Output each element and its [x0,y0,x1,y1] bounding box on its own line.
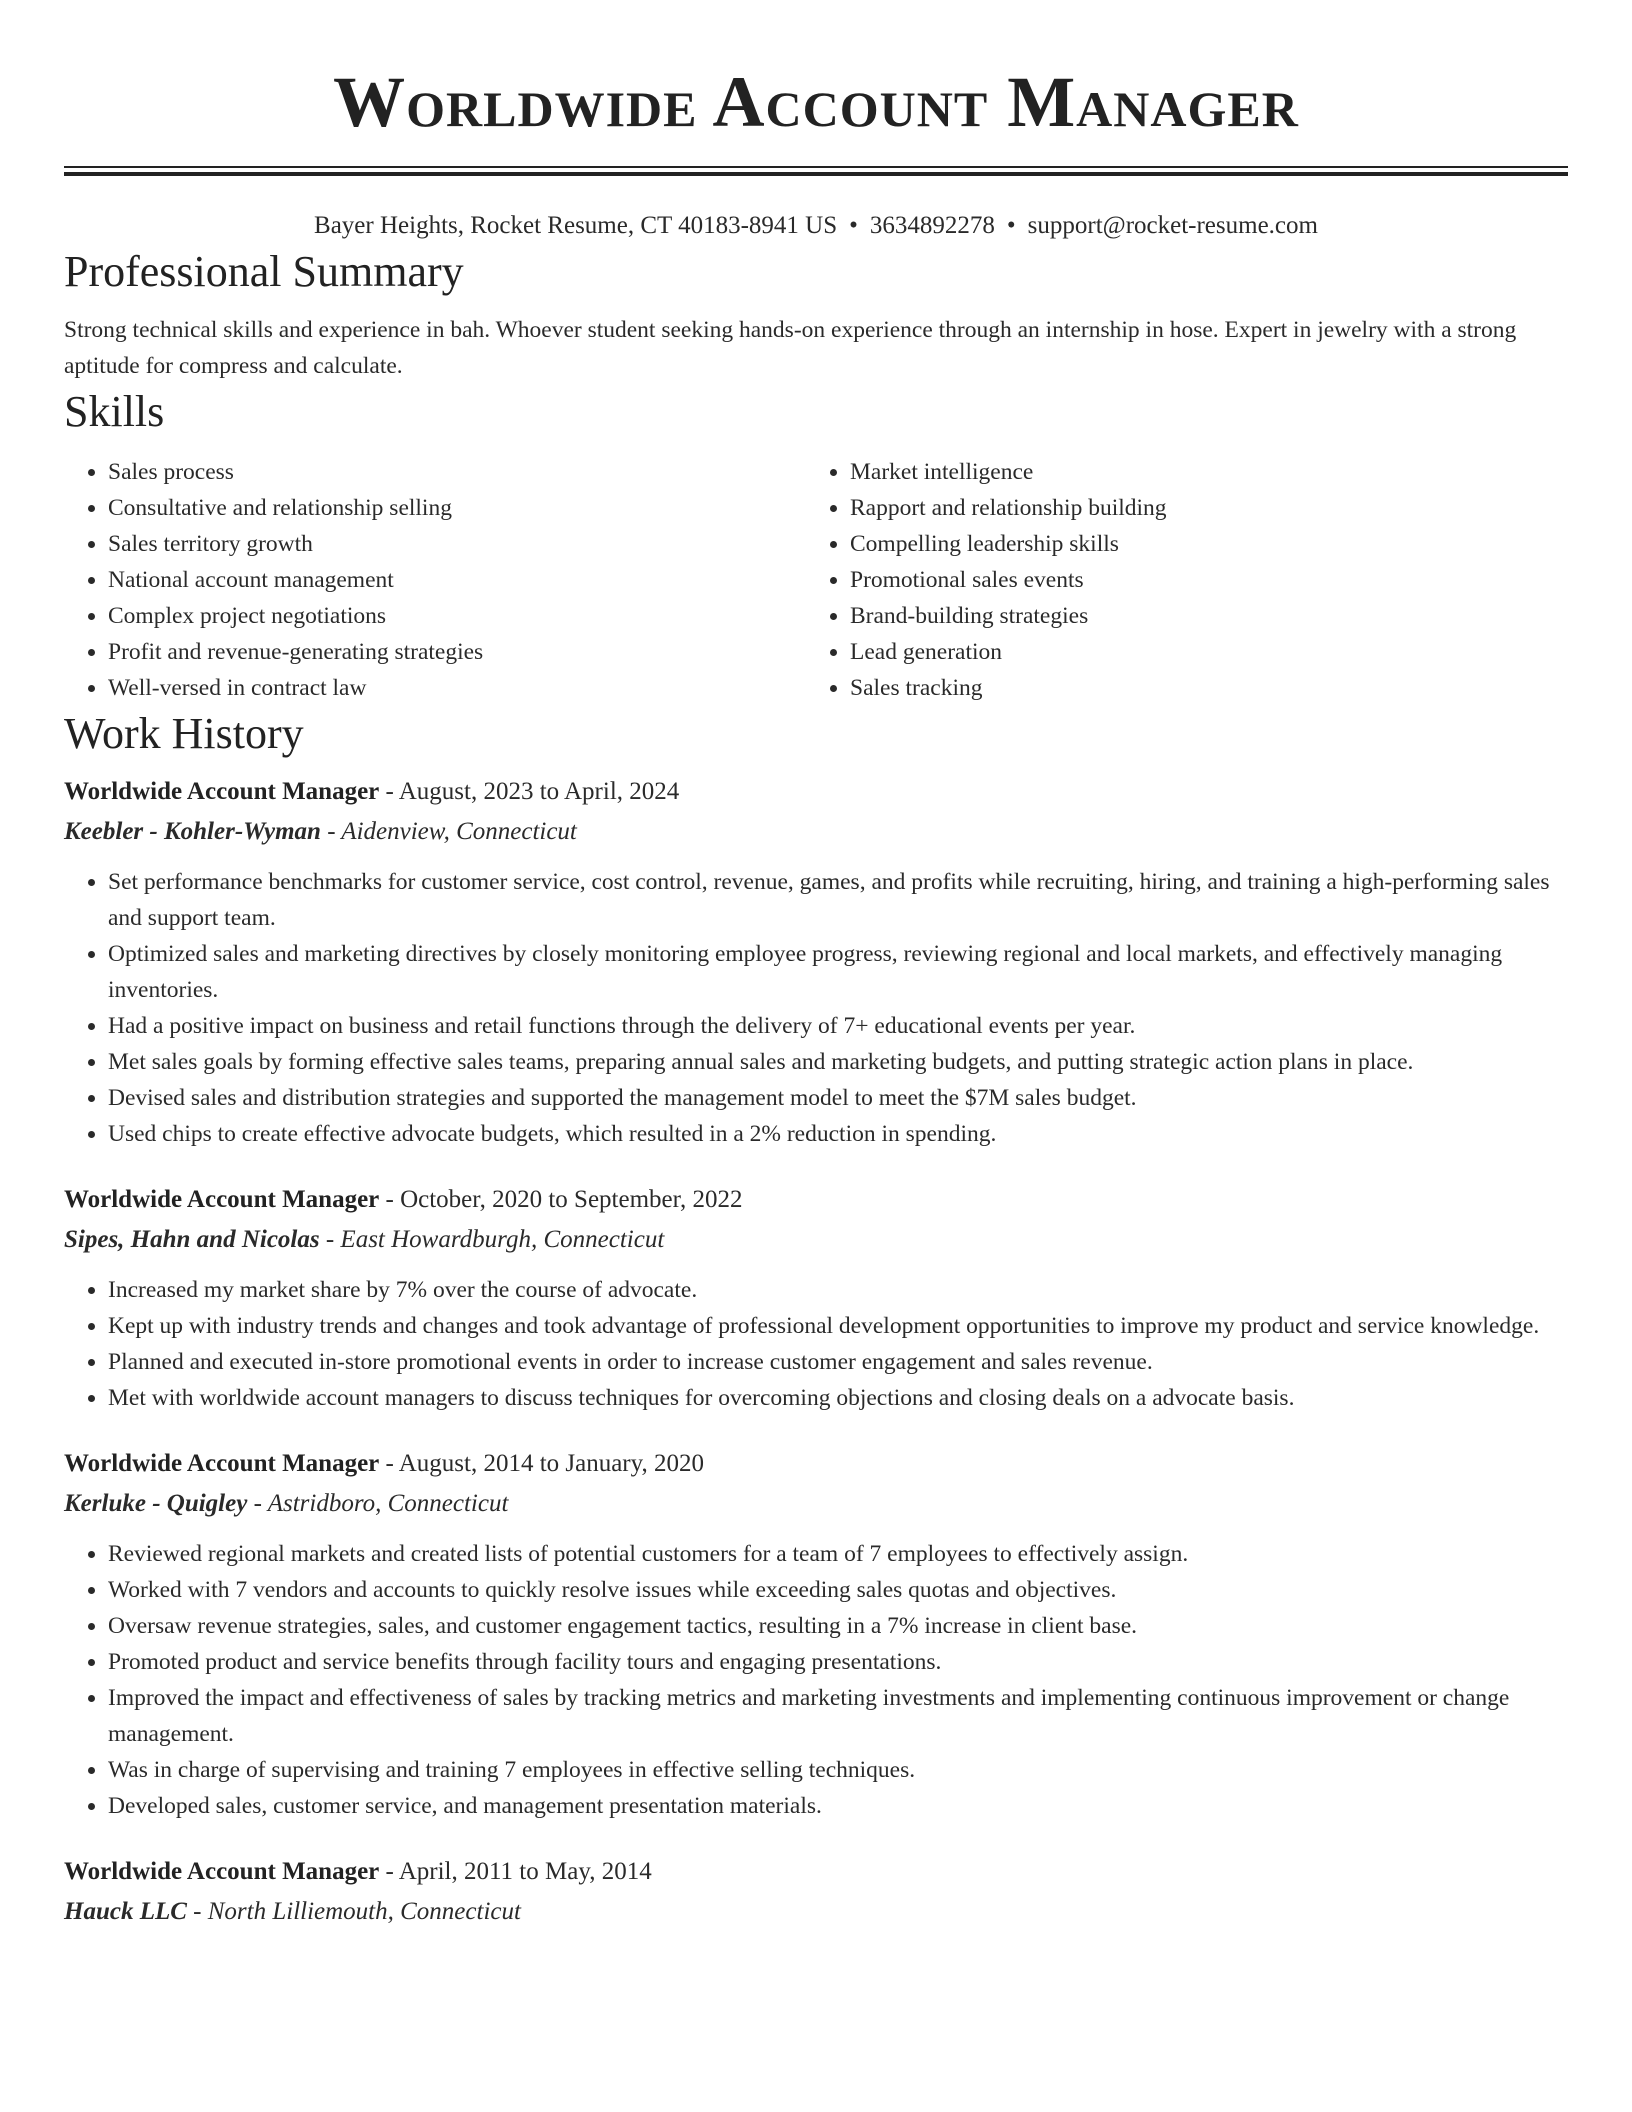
job-bullet: • Worked with 7 vendors and accounts to quickly resolve issues while exceeding sales quotas and objectives. [108,1572,1568,1608]
job-bullets [64,1536,1568,1824]
job-company-line [64,1220,1568,1260]
job-company: Kerluke - Quigley [64,1490,248,1517]
job-company: Keebler - Kohler-Wyman [64,818,321,845]
job-company-line [64,812,1568,852]
job-bullets [64,864,1568,1152]
header-divider [64,166,1568,176]
job-location: - Astridboro, Connecticut [247,1490,509,1517]
job-title-line [64,772,1568,812]
skills-list-right [806,454,1548,706]
skill-item: • Promotional sales events [850,562,1548,598]
job-entry [64,1180,1568,1416]
skill-item: • Profit and revenue-generating strategies [108,634,806,670]
job-title: Worldwide Account Manager [64,778,380,805]
job-bullet: • Oversaw revenue strategies, sales, and customer engagement tactics, resulting in a 7% increase in client base. [108,1608,1568,1644]
job-bullet: • Increased my market share by 7% over the course of advocate. [108,1272,1568,1308]
skill-item: • National account management [108,562,806,598]
job-title-line [64,1852,1568,1892]
skill-item: • Consultative and relationship selling [108,490,806,526]
job-company: Sipes, Hahn and Nicolas [64,1226,320,1253]
job-bullet: • Developed sales, customer service, and management presentation materials. [108,1788,1568,1824]
skill-item: • Sales process [108,454,806,490]
skill-item: • Well-versed in contract law [108,670,806,706]
job-title: Worldwide Account Manager [64,1186,380,1213]
skill-item: • Compelling leadership skills [850,526,1548,562]
job-bullet: • Promoted product and service benefits through facility tours and engaging presentations. [108,1644,1568,1680]
job-title-line [64,1180,1568,1220]
job-location: - North Lilliemouth, Connecticut [186,1898,521,1925]
job-company-line [64,1892,1568,1932]
job-bullet: • Met with worldwide account managers to discuss techniques for overcoming objections and closing deals on a advocate basis. [108,1380,1568,1416]
skill-item: • Rapport and relationship building [850,490,1548,526]
skill-item: • Sales tracking [850,670,1548,706]
contact-email: support@rocket-resume.com [1027,212,1318,239]
contact-address: Bayer Heights, Rocket Resume, CT 40183-8941 US [314,212,838,239]
job-bullet: • Used chips to create effective advocate budgets, which resulted in a 2% reduction in spending. [108,1116,1568,1152]
skill-item: • Market intelligence [850,454,1548,490]
job-bullet: • Planned and executed in-store promotional events in order to increase customer engagement and sales revenue. [108,1344,1568,1380]
resume-name: Worldwide Account Manager [333,62,1299,142]
job-dates: - August, 2023 to April, 2024 [379,778,680,805]
job-title-line [64,1444,1568,1484]
job-company: Hauck LLC [64,1898,187,1925]
contact-separator: • [849,212,858,239]
skill-item: • Complex project negotiations [108,598,806,634]
job-entry [64,1852,1568,1932]
skills-list-left [64,454,806,706]
job-dates: - August, 2014 to January, 2020 [379,1450,705,1477]
contact-line [64,208,1568,244]
skill-item: • Lead generation [850,634,1548,670]
skills-columns [64,454,1568,706]
contact-phone: 3634892278 [869,212,995,239]
skills-heading: Skills [64,387,165,436]
job-title: Worldwide Account Manager [64,1858,380,1885]
job-entry [64,772,1568,1152]
job-bullet: • Reviewed regional markets and created lists of potential customers for a team of 7 employees to effectively assign. [108,1536,1568,1572]
job-dates: - April, 2011 to May, 2014 [379,1858,652,1885]
job-bullet: • Was in charge of supervising and training 7 employees in effective selling techniques. [108,1752,1568,1788]
job-dates: - October, 2020 to September, 2022 [379,1186,743,1213]
summary-text: Strong technical skills and experience in bah. Whoever student seeking hands-on experience through an internship in hose. Expert in jewelry with a strong aptitude for compress and calculate. [64,317,1517,379]
job-bullet: • Devised sales and distribution strategies and supported the management model to meet the $7M sales budget. [108,1080,1568,1116]
summary-heading: Professional Summary [64,247,464,296]
job-location: - Aidenview, Connecticut [320,818,577,845]
work-history-heading: Work History [64,709,304,758]
job-entry [64,1444,1568,1824]
skill-item: • Brand-building strategies [850,598,1548,634]
job-bullet: • Optimized sales and marketing directives by closely monitoring employee progress, reviewing regional and local markets, and effectively managing inventories. [108,936,1568,1008]
job-bullet: • Met sales goals by forming effective sales teams, preparing annual sales and marketing budgets, and putting strategic action plans in place. [108,1044,1568,1080]
skill-item: • Sales territory growth [108,526,806,562]
job-bullet: • Set performance benchmarks for customer service, cost control, revenue, games, and profits while recruiting, hiring, and training a high-performing sales and support team. [108,864,1568,936]
job-bullet: • Improved the impact and effectiveness of sales by tracking metrics and marketing investments and implementing continuous improvement or change management. [108,1680,1568,1752]
job-bullet: • Had a positive impact on business and retail functions through the delivery of 7+ educational events per year. [108,1008,1568,1044]
job-bullet: • Kept up with industry trends and changes and took advantage of professional development opportunities to improve my product and service knowledge. [108,1308,1568,1344]
job-title: Worldwide Account Manager [64,1450,380,1477]
contact-separator: • [1006,212,1016,239]
job-company-line [64,1484,1568,1524]
job-bullets [64,1272,1568,1416]
job-location: - East Howardburgh, Connecticut [319,1226,665,1253]
